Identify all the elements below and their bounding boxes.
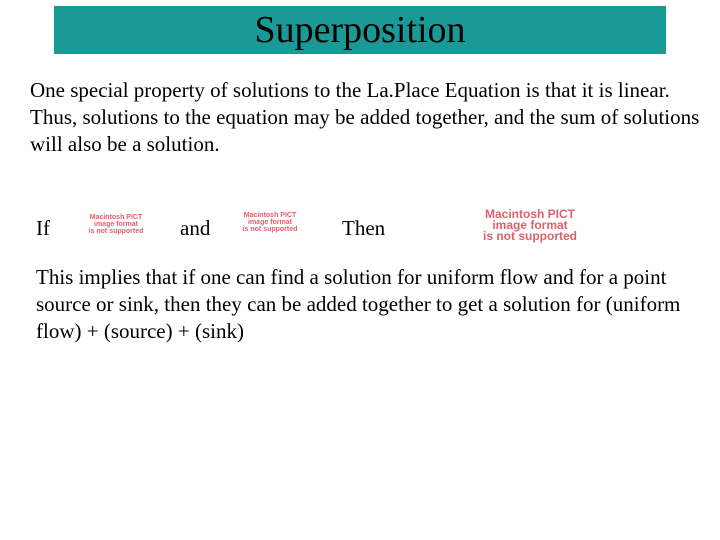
- paragraph-linearity: One special property of solutions to the La.Place Equation is that it is linear. Thus, solutions to the equation may be added together, and the sum of solutions will also be a solution.: [30, 78, 700, 156]
- title-bar: [54, 6, 666, 54]
- pict-placeholder-text: image format: [248, 218, 292, 226]
- pict-placeholder-text: image format: [94, 220, 138, 228]
- pict-placeholder-text: is not supported: [242, 225, 298, 233]
- if-label: If: [36, 216, 50, 240]
- pict-placeholder-image-1: [70, 212, 162, 236]
- then-label: Then: [342, 216, 386, 240]
- pict-placeholder-image-2: [226, 210, 314, 234]
- pict-placeholder-text: Macintosh PICT: [89, 213, 143, 221]
- pict-placeholder-text: image format: [492, 217, 568, 232]
- paragraph-superposition-implication: This implies that if one can find a solution for uniform flow and for a point source or sink, then they can be added together to get a solution for (uniform flow) + (source) + (sink): [36, 265, 681, 343]
- pict-placeholder-text: is not supported: [483, 228, 577, 243]
- pict-placeholder-image-3: [442, 208, 618, 242]
- pict-placeholder-text: Macintosh PICT: [243, 211, 297, 219]
- slide-title: Superposition: [254, 9, 466, 51]
- pict-placeholder-text: is not supported: [88, 227, 144, 235]
- pict-placeholder-text: Macintosh PICT: [484, 206, 575, 221]
- and-label: and: [180, 216, 211, 240]
